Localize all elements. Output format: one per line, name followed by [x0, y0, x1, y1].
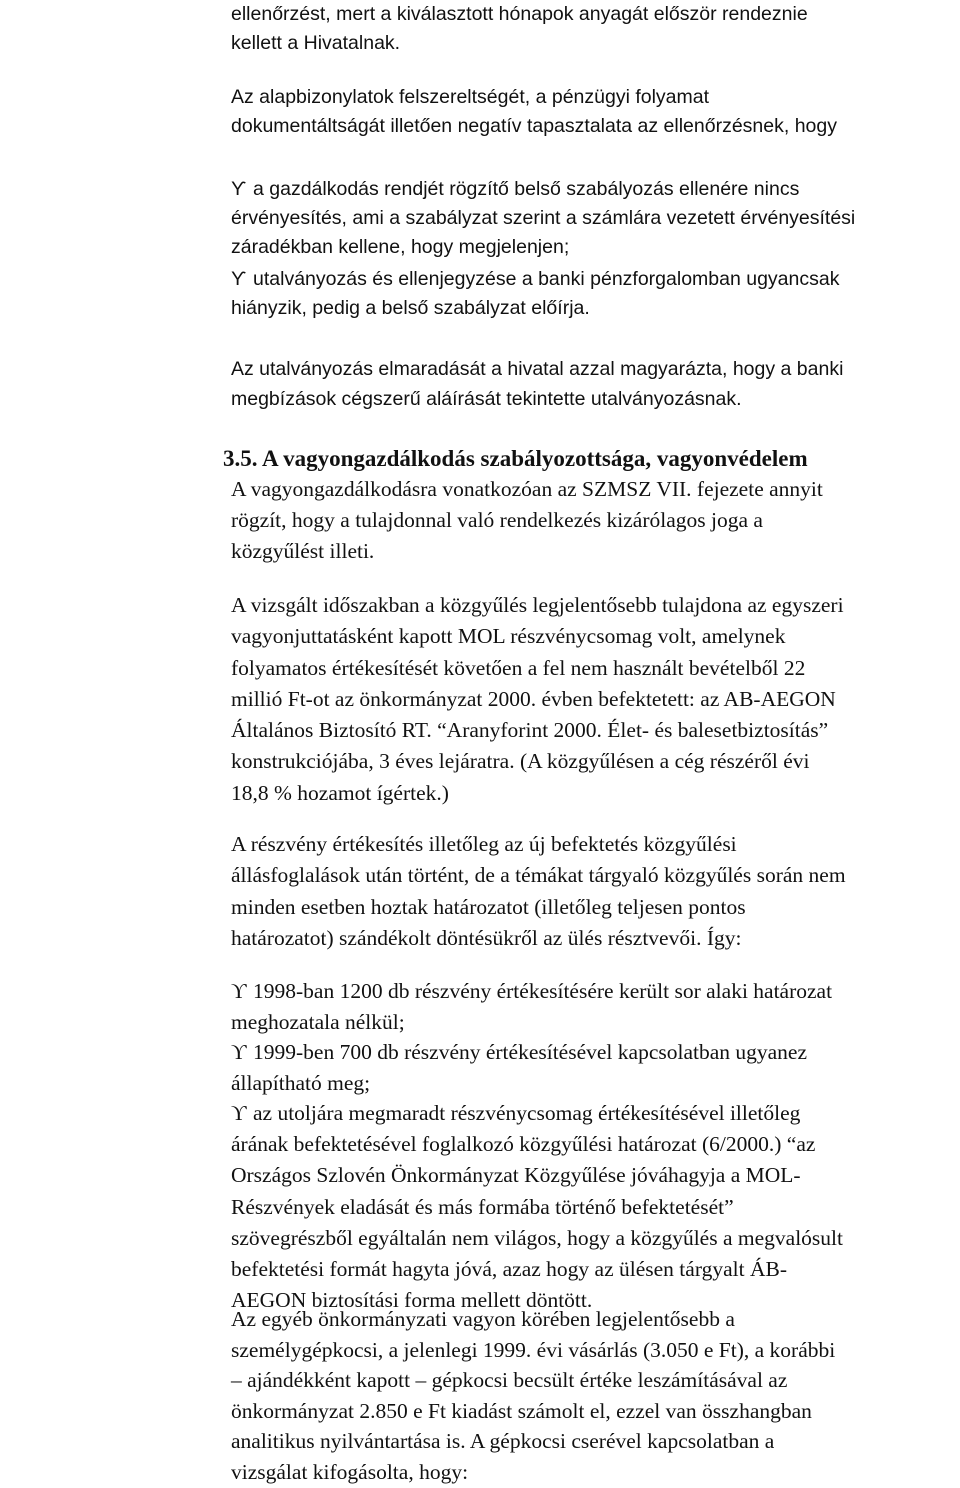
- bullet-item-5: [231, 1098, 956, 1316]
- text-line: rögzít, hogy a tulajdonnal való rendelkezés kizárólagos joga a: [231, 508, 763, 532]
- text-line: 1999-ben 700 db részvény értékesítésével kapcsolatban ugyanez: [253, 1040, 808, 1064]
- bullet-icon: ϒ: [231, 979, 247, 1003]
- text-line: Országos Szlovén Önkormányzat Közgyűlése jóváhagyja a MOL-: [231, 1163, 801, 1188]
- text-line: személygépkocsi, a jelenlegi 1999. évi vásárlás (3.050 e Ft), a korábbi: [231, 1337, 836, 1362]
- text-line: Az utalványozás elmaradását a hivatal azzal magyarázta, hogy a banki: [231, 358, 844, 380]
- text-line: Általános Biztosító RT. “Aranyforint 2000. Élet- és balesetbiztosítás”: [231, 718, 829, 743]
- text-line: a gazdálkodás rendjét rögzítő belső szabályozás ellenére nincs: [253, 178, 800, 200]
- text-line: megbízások cégszerű aláírását tekintette utalványozásnak.: [231, 388, 742, 410]
- bullet-item-3: [231, 976, 956, 1038]
- paragraph-6: [231, 829, 956, 954]
- text-line: A részvény értékesítés illetőleg az új befektetés közgyűlési: [231, 832, 737, 856]
- text-line: Részvények eladását és más formába történő befektetését”: [231, 1194, 734, 1219]
- bullet-icon: ϒ: [231, 178, 247, 200]
- text-line: kellett a Hivatalnak.: [231, 32, 401, 54]
- text-line: dokumentáltságát illetően negatív tapasztalata az ellenőrzésnek, hogy: [231, 115, 837, 137]
- paragraph-7: [231, 1304, 956, 1488]
- paragraph-5: [231, 590, 956, 809]
- text-line: határozatot) szándékolt döntésükről az ülés résztvevői. Így:: [231, 925, 742, 950]
- text-line: önkormányzat 2.850 e Ft kiadást számolt el, ezzel van összhangban: [231, 1398, 812, 1423]
- text-line: 1998-ban 1200 db részvény értékesítésére került sor alaki határozat: [253, 979, 833, 1003]
- bullet-icon: ϒ: [231, 268, 247, 290]
- text-line: konstrukciójába, 3 éves lejáratra. (A közgyűlésen a cég részéről évi: [231, 749, 810, 774]
- text-line: A vagyongazdálkodásra vonatkozóan az SZMSZ VII. fejezete annyit: [231, 477, 823, 501]
- text-line: állásfoglalások után történt, de a témákat tárgyaló közgyűlés során nem: [231, 863, 846, 888]
- text-line: 18,8 % hozamot ígértek.): [231, 780, 449, 805]
- text-line: A vizsgált időszakban a közgyűlés legjelentősebb tulajdona az egyszeri: [231, 593, 844, 617]
- text-line: szövegrészből egyáltalán nem világos, hogy a közgyűlés a megvalósult: [231, 1225, 843, 1250]
- bullet-item-4: [231, 1037, 956, 1099]
- text-line: vizsgálat kifogásolta, hogy:: [231, 1459, 469, 1484]
- bullet-icon: ϒ: [231, 1040, 247, 1064]
- text-line: – ajándékként kapott – gépkocsi becsült értéke leszámításával az: [231, 1368, 788, 1393]
- text-line: Az egyéb önkormányzati vagyon körében legjelentősebb a: [231, 1307, 735, 1331]
- text-line: közgyűlést illeti.: [231, 539, 375, 563]
- text-line: vagyonjuttatásként kapott MOL részvénycsomag volt, amelynek: [231, 624, 786, 649]
- text-line: folyamatos értékesítését követően a fel nem használt bevételből 22: [231, 655, 806, 680]
- text-line: befektetési formát hagyta jóvá, azaz hogy az ülésen tárgyalt ÁB-: [231, 1257, 787, 1282]
- text-line: AEGON biztosítási forma mellett döntött.: [231, 1288, 593, 1313]
- text-line: meghozatala nélkül;: [231, 1010, 405, 1034]
- text-line: Az alapbizonylatok felszereltségét, a pénzügyi folyamat: [231, 86, 710, 108]
- paragraph-3: [231, 354, 956, 414]
- text-line: érvényesítés, ami a szabályzat szerint a számlára vezetett érvényesítési: [231, 207, 856, 229]
- text-line: árának befektetésével foglalkozó közgyűlési határozat (6/2000.) “az: [231, 1132, 816, 1157]
- text-line: minden esetben hoztak határozatot (illetőleg teljesen pontos: [231, 894, 746, 919]
- text-line: hiányzik, pedig a belső szabályzat előírja.: [231, 297, 590, 319]
- bullet-icon: ϒ: [231, 1101, 247, 1125]
- text-line: állapítható meg;: [231, 1071, 371, 1095]
- paragraph-2: [231, 83, 956, 141]
- text-line: analitikus nyilvántartása is. A gépkocsi cserével kapcsolatban a: [231, 1429, 775, 1454]
- bullet-item-1: [231, 175, 956, 262]
- text-line: ellenőrzést, mert a kiválasztott hónapok anyagát először rendeznie: [231, 3, 808, 25]
- text-line: millió Ft-ot az önkormányzat 2000. évben befektetett: az AB-AEGON: [231, 686, 836, 711]
- text-line: az utoljára megmaradt részvénycsomag értékesítésével illetőleg: [253, 1101, 801, 1125]
- paragraph-4: [231, 474, 956, 567]
- paragraph-1: [231, 0, 956, 58]
- text-line: utalványozás és ellenjegyzése a banki pénzforgalomban ugyancsak: [253, 268, 840, 290]
- text-line: záradékban kellene, hogy megjelenjen;: [231, 236, 570, 258]
- bullet-item-2: [231, 265, 956, 323]
- section-heading: 3.5. A vagyongazdálkodás szabályozottsága, vagyonvédelem: [223, 446, 808, 471]
